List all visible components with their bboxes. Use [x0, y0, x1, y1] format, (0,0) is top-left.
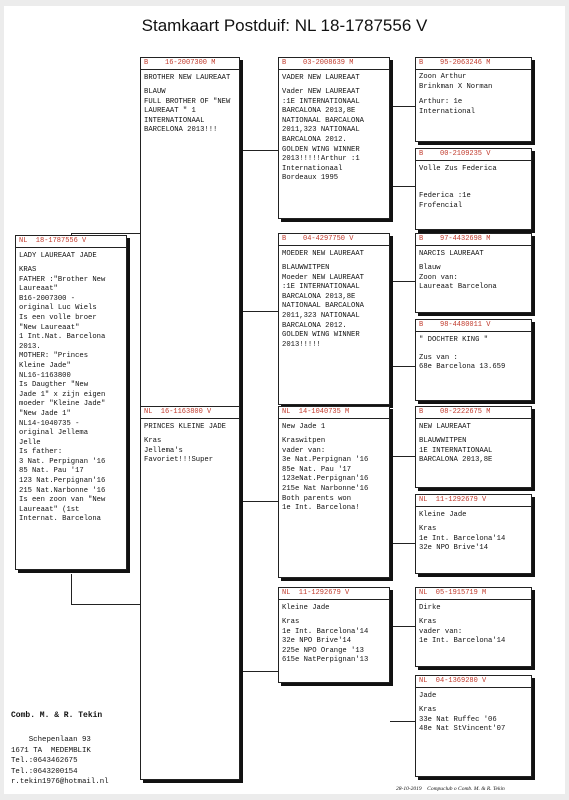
pigeon-name: NEW LAUREAAT	[419, 423, 471, 431]
pigeon-name: New Jade 1	[282, 423, 326, 431]
pigeon-card-father[interactable]	[140, 57, 240, 409]
pigeon-card-fmm[interactable]	[415, 319, 532, 401]
pigeon-notes: Arthur: 1e International	[419, 98, 476, 116]
page-title: Stamkaart Postduif: NL 18-1787556 V	[141, 16, 428, 35]
pigeon-notes: BLAUW FULL BROTHER OF "NEW LAUREAAT " 1 INTERNATIONAAL BARCELONA 2013!!!	[144, 88, 231, 135]
pigeon-card-mm[interactable]	[278, 587, 390, 683]
pigeon-notes: BLAUWWITPEN 1E INTERNATIONAAL BARCALONA 2013,8E	[419, 437, 493, 465]
owner-contact: Schepenlaan 93 1671 TA MEDEMBLIK Tel.:0643462675 Tel.:0643200154 r.tekin1976@hotmail.nl	[11, 736, 109, 786]
pigeon-notes: Kras 1e Int. Barcelona'14 32e NPO Brive'14 225e NPO Orange '13 615e NatPerpignan'13	[282, 618, 369, 665]
ring-number: NL 05-1915719 M	[416, 588, 531, 600]
pigeon-name: NARCIS LAUREAAT	[419, 250, 484, 258]
pigeon-card-fff[interactable]	[415, 57, 532, 142]
pigeon-card-mff[interactable]	[415, 406, 532, 488]
pigeon-card-fm[interactable]	[278, 233, 390, 405]
ring-number: B 97-4432698 M	[416, 234, 531, 246]
pigeon-name: PRINCES KLEINE JADE	[144, 423, 226, 431]
ring-number: B 04-4297750 V	[279, 234, 389, 246]
ring-number: B 16-2007300 M	[141, 58, 239, 70]
ring-number: B 08-2222675 M	[416, 407, 531, 419]
pigeon-notes: Kras 33e Nat Ruffec '06 48e Nat StVincent'07	[419, 706, 506, 734]
pigeon-name: VADER NEW LAUREAAT	[282, 74, 360, 82]
pigeon-card-ffm[interactable]	[415, 148, 532, 230]
pigeon-card-subject[interactable]	[15, 235, 127, 570]
pigeon-notes: Vader NEW LAUREAAT :1E INTERNATIONAAL BARCALONA 2013,8E NATIONAAL BARCALONA 2011,323 NATIONAAL BARCALONA 2012. GOLDEN WING WINNER 2013!!!!!Arthur :1 Internationaal Bordeaux 1995	[282, 88, 364, 183]
pigeon-card-mmf[interactable]	[415, 587, 532, 667]
pigeon-name: " DOCHTER KING "	[419, 336, 489, 344]
pigeon-name: Kleine Jade	[419, 511, 467, 519]
pigeon-name: Volle Zus Federica	[419, 165, 497, 173]
ring-number: NL 14-1040735 M	[279, 407, 389, 419]
pigeon-notes: Kras Jellema's Favoriet!!!Super	[144, 437, 214, 465]
ring-number: B 03-2008639 M	[279, 58, 389, 70]
footer-credit: 28-10-2019 Compuclub o Comb. M. & R. Tekin	[396, 786, 505, 792]
pigeon-notes: Blauw Zoon van: Laureaat Barcelona	[419, 264, 497, 292]
pigeon-notes: BLAUWWITPEN Moeder NEW LAUREAAT :1E INTERNATIONAAL BARCALONA 2013,8E NATIONAAL BARCALONA 2011,323 NATIONAAL BARCALONA 2012. GOLDEN WING WINNER 2013!!!!!	[282, 264, 364, 349]
pigeon-name: Kleine Jade	[282, 604, 330, 612]
pigeon-notes: KRAS FATHER :"Brother New Laureaat" B16-2007300 - original Luc Wiels Is een volle broer "New Laureaat" 1 Int.Nat. Barcelona 2013. MOTHER: "Princes Kleine Jade" NL16-1163800 Is Daugther "New Jade 1" x zijn eigen moeder "Kleine Jade" "New Jade 1" NL14-1040735 - original Jellema Jelle Is father: 3 Nat. Perpignan '16 85 Nat. Pau '17 123 Nat.Perpignan'16 215 Nat.Narbonne '16 Is een zoon van "New Laureaat" (1st Internat. Barcelona	[19, 266, 106, 524]
ring-number: NL 11-1292679 V	[279, 588, 389, 600]
pigeon-card-ff[interactable]	[278, 57, 390, 219]
pigeon-name: Jade	[419, 692, 437, 700]
pigeon-name: BROTHER NEW LAUREAAT	[144, 74, 231, 82]
ring-number: NL 16-1163800 V	[141, 407, 239, 419]
ring-number: B 98-4480011 V	[416, 320, 531, 332]
pedigree-sheet	[4, 6, 565, 794]
pigeon-name: MOEDER NEW LAUREAAT	[282, 250, 364, 258]
pigeon-name: LADY LAUREAAT JADE	[19, 252, 97, 260]
pigeon-name: Zoon Arthur Brinkman X Norman	[419, 73, 493, 91]
pigeon-card-mf[interactable]	[278, 406, 390, 578]
pigeon-card-mfm[interactable]	[415, 494, 532, 574]
ring-number: NL 18-1787556 V	[16, 236, 126, 248]
pigeon-notes: Kras 1e Int. Barcelona'14 32e NPO Brive'14	[419, 525, 506, 553]
pigeon-name: Dirke	[419, 604, 441, 612]
pigeon-notes: Zus van : 68e Barcelona 13.659	[419, 353, 506, 372]
ring-number: NL 11-1292679 V	[416, 495, 531, 507]
owner-name: Comb. M. & R. Tekin	[11, 711, 103, 720]
ring-number: B 00-2109235 V	[416, 149, 531, 161]
ring-number: NL 04-1369280 V	[416, 676, 531, 688]
pigeon-card-mother[interactable]	[140, 406, 240, 780]
owner-info	[11, 690, 109, 798]
pigeon-card-mmm[interactable]	[415, 675, 532, 777]
pigeon-notes: Kras vader van: 1e Int. Barcelona'14	[419, 618, 506, 646]
pigeon-notes: Kraswitpen vader van: 3e Nat.Perpignan '16 85e Nat. Pau '17 123eNat.Perpignan'16 215e Nat Narbonne'16 Both parents won 1e Int. Barcelona!	[282, 437, 369, 513]
pigeon-card-fmf[interactable]	[415, 233, 532, 313]
pigeon-notes: Federica :1e Frofencial	[419, 192, 471, 210]
ring-number: B 95-2063246 M	[416, 58, 531, 70]
